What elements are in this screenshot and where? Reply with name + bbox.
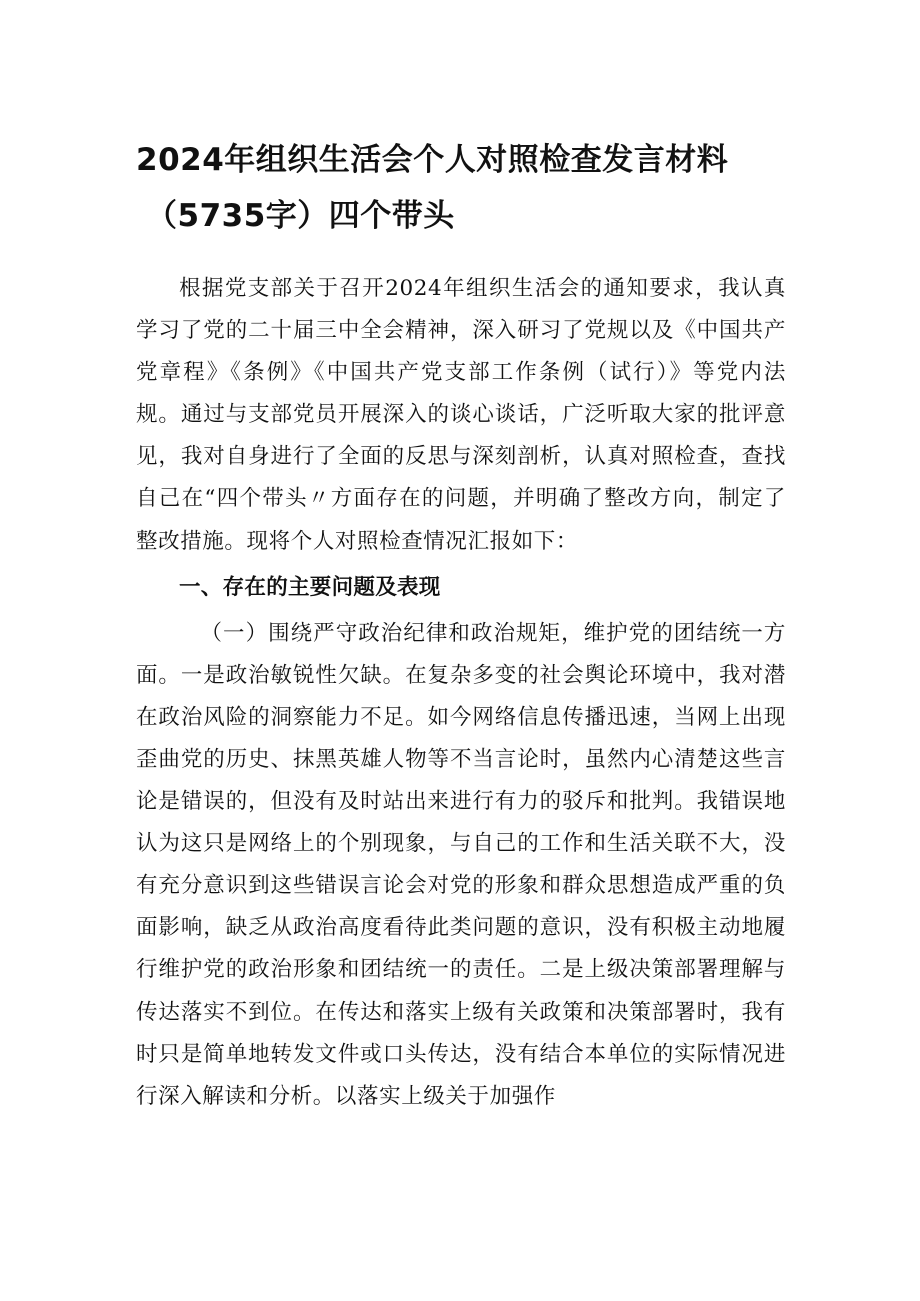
- section-heading: 一、存在的主要问题及表现: [179, 574, 441, 600]
- intro-paragraph: 根据党支部关于召开2024年组织生活会的通知要求，我认真学习了党的二十届三中全会精神，深入研习了党规以及《中国共产党章程》《条例》《中国共产党支部工作条例（试行）》等党内法规。通过与支部党员开展深入的谈心谈话，广泛听取大家的批评意见，我对自身进行了全面的反思与深刻剖析，认真对照检查，查找自己在“四个带头〃方面存在的问题，并明确了整改方向，制定了整改措施。现将个人对照检查情况汇报如下：: [136, 276, 786, 554]
- title-line-2: （5735字）四个带头: [146, 198, 455, 234]
- subsection-paragraph: （一）围绕严守政治纪律和政治规矩，维护党的团结统一方面。一是政治敏锐性欠缺。在复杂多变的社会舆论环境中，我对潜在政治风险的洞察能力不足。如今网络信息传播迅速，当网上出现歪曲党的历史、抹黑英雄人物等不当言论时，虽然内心清楚这些言论是错误的，但没有及时站出来进行有力的驳斥和批判。我错误地认为这只是网络上的个别现象，与自己的工作和生活关联不大，没有充分意识到这些错误言论会对党的形象和群众思想造成严重的负面影响，缺乏从政治高度看待此类问题的意识，没有积极主动地履行维护党的政治形象和团结统一的责任。二是上级决策部署理解与传达落实不到位。在传达和落实上级有关政策和决策部署时，我有时只是简单地转发文件或口头传达，没有结合本单位的实际情况进行深入解读和分析。以落实上级关于加强作: [136, 620, 786, 1109]
- document-title: [136, 132, 796, 244]
- document-body: [136, 268, 786, 1118]
- title-line-1: 2024年组织生活会个人对照检查发言材料: [136, 142, 729, 178]
